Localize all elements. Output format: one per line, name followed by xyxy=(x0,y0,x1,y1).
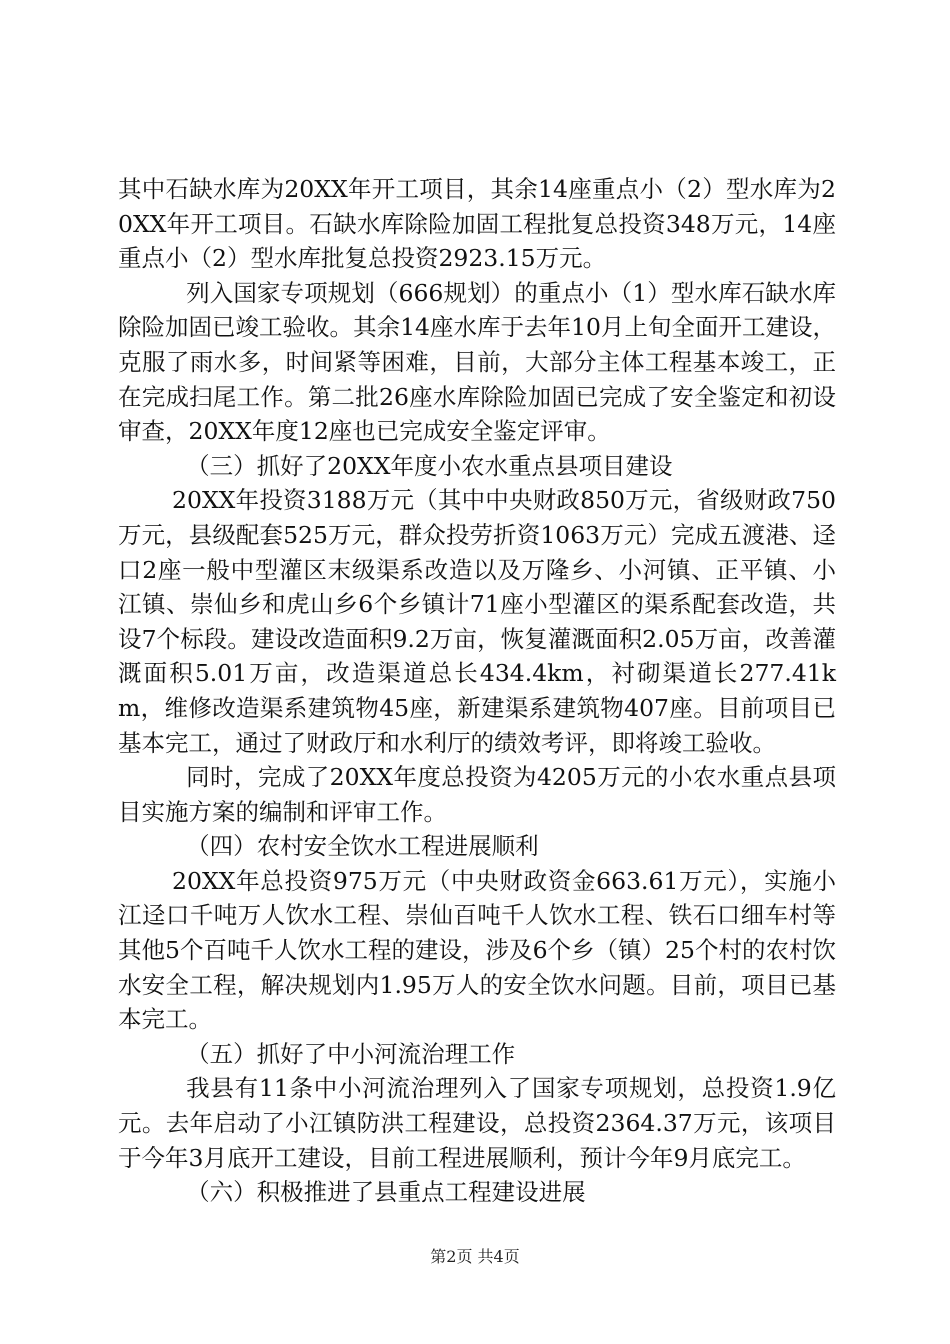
section-heading-3: （三）抓好了20XX年度小农水重点县项目建设 xyxy=(186,451,673,480)
section-heading-6: （六）积极推进了县重点工程建设进展 xyxy=(186,1178,586,1207)
document-body xyxy=(118,172,836,1210)
paragraph-reservoir-projects: 其中石缺水库为20XX年开工项目，其余14座重点小（2）型水库为20XX年开工项目。石缺水库除险加固工程批复总投资348万元，14座重点小（2）型水库批复总投资2923.15万元。 xyxy=(118,175,836,273)
section-heading-4: （四）农村安全饮水工程进展顺利 xyxy=(186,832,539,861)
paragraph-reservoir-progress: 列入国家专项规划（666规划）的重点小（1）型水库石缺水库除险加固已竣工验收。其余14座水库于去年10月上旬全面开工建设，克服了雨水多，时间紧等困难，目前，大部分主体工程基本竣工，正在完成扫尾工作。第二批26座水库除险加固已完成了安全鉴定和初设审查，20XX年度12座也已完成安全鉴定评审。 xyxy=(118,278,836,446)
paragraph-river-governance: 我县有11条中小河流治理列入了国家专项规划，总投资1.9亿元。去年启动了小江镇防洪工程建设，总投资2364.37万元，该项目于今年3月底开工建设，目前工程进展顺利，预计今年9月底完工。 xyxy=(118,1074,836,1172)
page-footer: 第2页 共4页 xyxy=(430,1247,520,1266)
paragraph-irrigation-plan: 同时，完成了20XX年度总投资为4205万元的小农水重点县项目实施方案的编制和评审工作。 xyxy=(118,763,836,826)
section-heading-5: （五）抓好了中小河流治理工作 xyxy=(186,1039,516,1068)
paragraph-irrigation-investment: 20XX年投资3188万元（其中中央财政850万元，省级财政750万元，县级配套525万元，群众投劳折资1063万元）完成五渡港、迳口2座一般中型灌区末级渠系改造以及万隆乡、小河镇、正平镇、小江镇、崇仙乡和虎山乡6个乡镇计71座小型灌区的渠系配套改造，共设7个标段。建设改造面积9.2万亩，恢复灌溉面积2.05万亩，改善灌溉面积5.01万亩，改造渠道总长434.4km，衬砌渠道长277.41km，维修改造渠系建筑物45座，新建渠系建筑物407座。目前项目已基本完工，通过了财政厅和水利厅的绩效考评，即将竣工验收。 xyxy=(118,486,836,757)
paragraph-drinking-water: 20XX年总投资975万元（中央财政资金663.61万元），实施小江迳口千吨万人饮水工程、崇仙百吨千人饮水工程、铁石口细车村等其他5个百吨千人饮水工程的建设，涉及6个乡（镇）25个村的农村饮水安全工程，解决规划内1.95万人的安全饮水问题。目前，项目已基本完工。 xyxy=(118,866,836,1034)
